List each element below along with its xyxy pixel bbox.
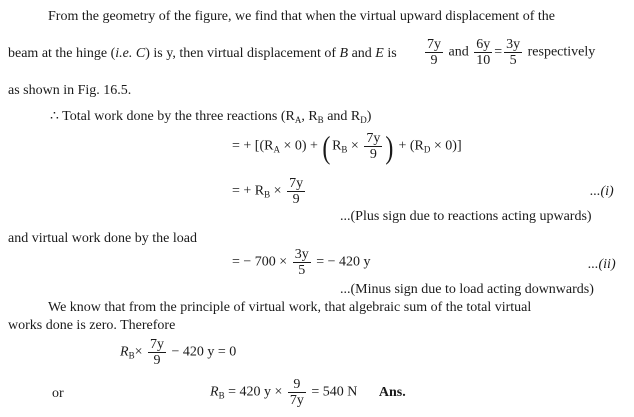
frac2-den: 10	[476, 53, 491, 68]
frac3-num: 3y	[506, 37, 521, 52]
para1-line3-text: as shown in Fig. 16.5.	[8, 83, 132, 98]
final-row1-num: 7y	[149, 337, 164, 352]
row1-b: × 0) +	[279, 138, 318, 154]
row1-subD: D	[423, 144, 431, 155]
final-row2	[210, 377, 406, 408]
frac-7y-9	[425, 37, 443, 68]
frac-6y-10	[474, 37, 492, 68]
or-word: or	[52, 386, 64, 401]
load-den: 5	[298, 263, 306, 278]
para1-line2-ie: i.e. C	[115, 46, 146, 61]
equation-tag-i: ...(i)	[590, 184, 614, 199]
sub-D: D	[360, 115, 367, 125]
final-row1-den: 9	[153, 353, 161, 368]
para1-var-B: B	[339, 46, 349, 61]
frac-3y-5	[504, 37, 522, 68]
final-row2-b: = 420 y ×	[228, 384, 283, 400]
frac1-num: 7y	[427, 37, 441, 52]
row2-subB: B	[264, 189, 271, 200]
reactions-intro	[50, 109, 371, 128]
load-num: 3y	[294, 247, 309, 262]
load-row-b: = − 420 y	[316, 254, 371, 270]
reactions-close: )	[366, 109, 372, 124]
row1-subB: B	[341, 144, 348, 155]
para1-fractions	[423, 37, 595, 68]
reactions-sep: , R	[301, 109, 318, 124]
row2-den: 9	[292, 192, 300, 207]
frac3-den: 5	[509, 53, 517, 68]
para2-line2-text: works done is zero. Therefore	[8, 318, 176, 333]
para1-is: is	[387, 46, 397, 61]
frac1-den: 9	[430, 53, 438, 68]
final-row1-times: ×	[134, 344, 143, 360]
para1-line3	[8, 83, 131, 99]
final-row2-R: R	[210, 384, 219, 400]
reactions-row2	[232, 176, 307, 207]
para1-line1	[48, 9, 555, 25]
frac2-num: 6y	[476, 37, 491, 52]
final-row2-den: 7y	[289, 393, 304, 408]
para1-var-E: E	[375, 46, 384, 61]
para1-and1: and	[351, 46, 372, 61]
para1-line2-a: beam at the hinge (	[8, 46, 116, 61]
row2-num: 7y	[289, 176, 304, 191]
final-row2-num: 9	[288, 377, 306, 393]
sub-A: A	[294, 115, 302, 125]
row1-subA: A	[273, 144, 280, 155]
row1-den: 9	[369, 147, 377, 162]
note-plus-sign: ...(Plus sign due to reactions acting upwards)	[340, 209, 592, 224]
note-minus-sign: ...(Minus sign due to load acting downwards)	[340, 282, 594, 297]
row1-times: ×	[347, 138, 359, 154]
para2-line2	[8, 318, 175, 334]
load-intro-text: and virtual work done by the load	[8, 231, 197, 246]
answer-label: Ans.	[378, 384, 406, 400]
left-paren: (	[322, 128, 331, 165]
right-paren: )	[385, 128, 394, 165]
reactions-row1	[232, 128, 462, 165]
para1-line2-b: ) is y, then virtual displacement of	[145, 46, 337, 61]
equation-tag-ii: ...(ii)	[588, 257, 616, 272]
final-row1-R: R	[120, 344, 129, 360]
final-row2-subB: B	[218, 390, 225, 401]
row1-frac	[364, 131, 382, 162]
reactions-intro-text: ∴ Total work done by the three reactions (R	[50, 109, 295, 124]
row1-c: R	[332, 138, 342, 154]
para1-and2: and	[448, 44, 469, 60]
para1-respectively: respectively	[527, 44, 596, 60]
final-row2-c: = 540 N	[311, 384, 358, 400]
final-row1-frac	[148, 337, 166, 368]
load-intro	[8, 231, 197, 247]
para1-line2	[8, 46, 397, 62]
final-row2-frac	[288, 377, 306, 408]
sub-B: B	[317, 115, 324, 125]
reactions-and: and R	[323, 109, 361, 124]
load-row-a: = − 700 ×	[232, 254, 288, 270]
load-row	[232, 247, 370, 278]
row1-e: × 0)]	[430, 138, 462, 154]
final-row1	[120, 337, 236, 368]
para2-line1	[48, 300, 531, 316]
row1-num: 7y	[366, 131, 381, 146]
final-row1-b: − 420 y = 0	[171, 344, 237, 360]
para2-line1-text: We know that from the principle of virtual work, that algebraic sum of the total virtual	[48, 300, 532, 315]
row2-a: = + R	[232, 183, 265, 199]
row2-times: ×	[270, 183, 282, 199]
load-frac	[293, 247, 311, 278]
para1-eq: =	[494, 44, 503, 60]
row2-frac	[287, 176, 305, 207]
row1-d: + (R	[398, 138, 424, 154]
row1-a: = + [(R	[232, 138, 274, 154]
para1-line1-text: From the geometry of the figure, we find that when the virtual upward displacement of the	[48, 9, 555, 24]
final-row1-subB: B	[128, 350, 135, 361]
